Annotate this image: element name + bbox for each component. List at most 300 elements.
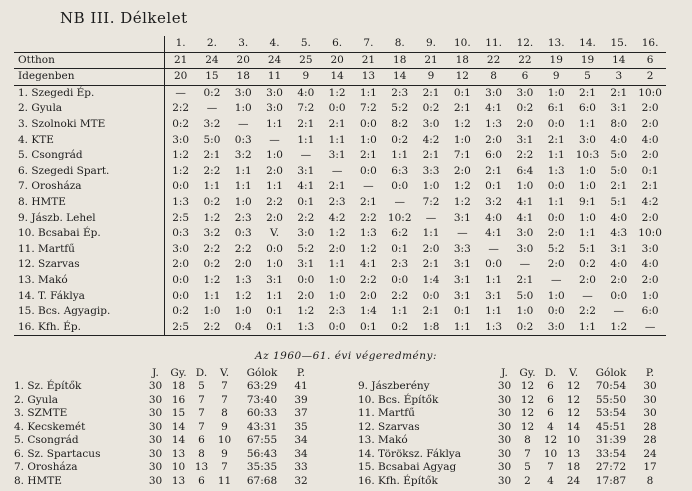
standings-team: 13. Makó [358,434,408,446]
standings-points: 32 [294,474,308,487]
match-result: 0:0 [321,320,352,336]
column-number: 8. [384,36,415,52]
match-result: 0:2 [422,102,440,115]
standings-draws: 6 [198,474,205,487]
team-name: 4. KTE [18,133,54,146]
match-result: 2:2 [203,164,221,177]
page-title: NB III. Délkelet [60,9,188,27]
standings-losses: 11 [217,474,232,487]
match-result: 1:1 [572,320,603,336]
match-result: 2:1 [547,133,565,146]
match-result: 5:0 [516,289,534,302]
standings-points: 34 [294,447,308,460]
match-result: 2:2 [203,242,221,255]
standings-wins: 5 [524,461,531,473]
match-result: 0:1 [453,86,471,99]
standings-played: 30 [497,420,512,433]
match-result: 2:2 [579,305,596,318]
match-result: 1:0 [359,133,377,146]
standings-wins: 8 [524,434,531,446]
match-result: 1:8 [415,320,446,336]
standings-played: 30 [148,380,163,392]
standings-draws: 7 [198,407,205,419]
standings-points: 37 [294,407,308,419]
match-result: — [582,289,593,302]
match-result: 1:1 [485,273,503,286]
home-label: Otthon [14,52,165,69]
matrix-row [14,195,666,211]
standings-team: 5. Csongrád [14,434,79,446]
standings-losses: 8 [221,407,228,419]
standings-team: 1. Sz. Építők [14,380,82,392]
away-points: 9 [290,69,321,86]
match-result: 3:0 [234,86,252,99]
matrix-row [14,273,666,289]
match-result: 6:1 [547,102,565,115]
final-standings-right [358,366,663,488]
match-result: 1:3 [290,320,321,336]
match-result: 0:2 [165,117,197,133]
standings-played: 30 [497,407,512,419]
match-result: 3:1 [297,258,315,271]
standings-goals: 45:51 [595,420,627,433]
standings-wins: 10 [171,461,186,473]
match-result: 1:1 [547,195,565,208]
matrix-row [14,164,666,180]
team-name: 3. Szolnoki MTE [18,117,106,130]
standings-draws: 6 [198,434,205,446]
match-result: 2:1 [422,258,440,271]
standings-header-gy: Gy. [170,367,187,379]
standings-points: 35 [294,420,308,433]
standings-header-row [14,366,314,380]
match-result: 2:0 [266,164,283,177]
match-result: 5:1 [579,242,596,255]
matrix-row [14,320,666,336]
standings-header-v: V. [219,367,230,379]
match-result: 0:2 [203,86,221,99]
away-points: 8 [478,69,509,86]
standings-wins: 12 [520,380,535,392]
match-result: 0:2 [391,133,409,146]
match-result: 1:2 [165,164,197,180]
match-result: 1:0 [579,211,596,224]
standings-row [14,380,314,394]
match-result: 7:2 [359,102,377,115]
match-result: 2:2 [359,211,377,224]
standings-row [14,461,314,475]
match-result: 2:0 [165,257,197,273]
match-result: — [550,273,562,286]
match-result: 0:2 [203,258,221,271]
standings-header-goals: Gólok [595,367,627,379]
match-result: 7:2 [422,195,440,208]
match-result: 1:2 [203,273,221,286]
match-result: 1:2 [203,211,221,224]
match-result: 3:3 [422,164,440,177]
matrix-row [14,211,666,227]
standings-goals: 67:68 [246,474,278,487]
match-result: 1:0 [579,164,596,177]
standings-header-d: D. [195,367,208,379]
standings-goals: 63:29 [246,380,278,392]
home-points: 24 [259,52,290,69]
match-result: 5:2 [391,102,409,115]
match-result: 3:0 [516,227,534,240]
match-result: 0:0 [297,273,315,286]
home-points: 21 [415,52,446,69]
match-result: 1:0 [641,289,659,302]
match-result: 2:3 [391,86,409,99]
match-result: 1:0 [234,305,252,318]
home-points: 25 [290,52,321,69]
match-result: 1:2 [453,180,471,193]
match-result: 0:0 [165,179,197,195]
match-result: 1:3 [359,227,377,240]
column-number: 7. [353,36,384,52]
standings-goals: 55:50 [595,393,627,406]
match-result: 1:1 [547,149,565,162]
match-result: 3:1 [453,289,471,302]
match-result: 9:1 [579,195,596,208]
match-result: 1:0 [203,305,221,318]
standings-wins: 7 [524,447,531,460]
match-result: 2:1 [610,86,628,99]
standings-points: 28 [643,434,657,446]
match-result: 1:2 [328,86,346,99]
team-name: 7. Orosháza [18,180,82,193]
standings-points: 17 [643,461,657,473]
match-result: 1:1 [234,164,252,177]
standings-wins: 12 [520,393,535,406]
match-result: 0:3 [234,227,252,240]
match-result: 1:1 [579,227,596,240]
home-points: 22 [478,52,509,69]
match-result: — [331,164,343,177]
team-name: 16. Kfh. Ép. [14,320,165,336]
standings-row [358,461,663,475]
standings-points: 30 [643,393,657,406]
match-result: 1:2 [453,117,471,130]
standings-team: 12. Szarvas [358,420,420,433]
standings-points: 39 [294,393,308,406]
matrix-row [14,148,666,164]
standings-points: 8 [646,474,654,487]
standings-played: 30 [497,393,512,406]
match-result: 2:0 [422,242,440,255]
standings-draws: 12 [543,434,558,446]
match-result: 2:1 [359,195,377,208]
match-result: 1:0 [266,258,283,271]
team-name: 11. Martfű [18,242,75,255]
team-name: 14. T. Fáklya [18,289,85,302]
column-number: 1. [165,36,197,52]
standings-team: 6. Sz. Spartacus [14,447,101,460]
match-result: 2:3 [328,305,346,318]
standings-row [14,434,314,448]
match-result: 4:2 [422,133,440,146]
match-result: 1:1 [485,305,503,318]
standings-team: 14. Töröksz. Fáklya [358,447,462,460]
standings-losses: 13 [566,447,581,460]
match-result: 2:1 [579,86,596,99]
match-result: 4:0 [641,133,659,146]
team-name: 12. Szarvas [18,258,80,271]
match-result: 3:1 [328,149,346,162]
standings-team: 3. SZMTE [14,407,68,419]
match-result: 3:2 [485,195,503,208]
match-result: 4:0 [610,211,628,224]
match-result: 2:3 [234,211,252,224]
match-result: 2:2 [266,195,283,208]
match-result: 1:0 [328,273,346,286]
match-result: 3:1 [610,102,628,115]
match-result: 0:1 [391,242,409,255]
away-label: Idegenben [14,69,165,86]
team-name: 13. Makó [18,273,68,286]
standings-goals: 53:54 [595,407,627,419]
standings-goals: 27:72 [595,461,627,473]
matrix-row [14,85,666,101]
match-result: 3:0 [641,242,659,255]
standings-header-j: J. [152,367,159,379]
match-result: 4:0 [610,258,628,271]
final-standings-heading: Az 1960—61. évi végeredmény: [255,350,437,362]
match-result: 1:4 [422,273,440,286]
match-result: 4:0 [485,211,503,224]
standings-goals: 56:43 [246,447,278,460]
match-result: 3:1 [266,273,283,286]
match-result: 3:0 [266,86,283,99]
match-result: — [206,102,218,115]
match-result: 0:0 [422,289,440,302]
match-result: — [613,305,625,318]
away-points: 18 [228,69,259,86]
standings-losses: 18 [566,461,581,473]
match-result: 6:0 [579,102,596,115]
standings-row [358,407,663,421]
match-result: 2:5 [165,211,197,227]
match-result: 0:1 [266,305,283,318]
home-points: 20 [321,52,352,69]
match-result: 2:0 [641,211,659,224]
column-number: 16. [634,36,665,52]
standings-row [358,394,663,408]
match-result: 1:3 [485,117,503,130]
team-name: 8. HMTE [18,195,66,208]
column-number: 9. [415,36,446,52]
team-name: 1. Szegedi Ép. [18,86,95,99]
match-result: 3:0 [485,86,503,99]
standings-wins: 2 [524,474,531,487]
standings-played: 30 [497,474,512,487]
away-points: 14 [384,69,415,86]
match-result: 0:3 [234,133,252,146]
standings-draws: 8 [198,447,205,460]
match-result: 0:1 [353,320,384,336]
standings-row [358,475,663,489]
match-result: 0:0 [165,273,197,289]
match-result: 2:2 [196,320,227,336]
match-result: — [425,211,437,224]
match-result: 3:0 [297,227,315,240]
match-result: 6:0 [485,149,503,162]
standings-points: 30 [643,407,657,419]
standings-points: 28 [643,420,657,433]
match-result: 4:0 [297,86,315,99]
match-result: 8:2 [391,117,409,130]
match-result: 2:1 [641,180,659,193]
standings-draws: 13 [194,461,209,473]
match-result: 3:2 [234,149,252,162]
match-result: 5:2 [547,242,565,255]
match-result: 5:0 [610,164,628,177]
match-result: 3:1 [485,289,503,302]
column-number: 10. [447,36,478,52]
match-result: 1:0 [453,133,471,146]
match-result: 1:1 [447,320,478,336]
match-result: 2:1 [203,149,221,162]
standings-played: 30 [148,474,163,487]
match-result: 0:0 [547,117,565,130]
match-result: 0:1 [297,195,315,208]
match-result: 2:1 [328,180,346,193]
match-result: 0:2 [509,320,540,336]
standings-draws: 7 [198,393,205,406]
match-result: 0:2 [203,195,221,208]
match-result: 2:5 [165,320,197,336]
column-number-row [14,36,666,52]
match-result: 0:2 [165,304,197,320]
match-result: 1:2 [328,227,346,240]
column-number: 14. [572,36,603,52]
match-result: 3:0 [165,242,197,258]
standings-wins: 16 [171,393,186,406]
column-number: 12. [509,36,540,52]
standings-row [14,448,314,462]
match-result: 2:0 [641,102,659,115]
standings-wins: 12 [520,407,535,419]
home-points: 19 [541,52,572,69]
match-result: 8:0 [610,117,628,130]
matrix-row [14,304,666,320]
match-result: 5:1 [610,195,628,208]
away-points: 20 [165,69,197,86]
match-result: 0:2 [516,102,534,115]
match-result: 2:1 [297,117,315,130]
match-result: 1:1 [297,133,315,146]
match-result: 1:2 [359,242,377,255]
match-result: 3:1 [297,164,315,177]
matrix-row [14,117,666,133]
match-result: 0:0 [485,258,503,271]
match-result: 3:1 [453,211,471,224]
column-number: 5. [290,36,321,52]
team-name: 2. Gyula [18,102,63,115]
match-result: 4:2 [641,195,659,208]
match-result: 3:0 [266,102,283,115]
standings-wins: 15 [171,407,186,419]
match-result: 0:2 [384,320,415,336]
match-result: 1:1 [203,180,221,193]
standings-goals: 17:87 [595,474,627,487]
match-result: 0:0 [328,102,346,115]
standings-goals: 33:54 [595,447,627,460]
away-points-row [14,69,666,86]
match-result: 1:1 [391,305,409,318]
match-result: 5:0 [610,149,628,162]
match-result: 2:0 [547,258,565,271]
match-result: 0:3 [165,226,197,242]
match-result: 0:0 [165,289,197,305]
match-result: 0:0 [391,273,409,286]
match-result: 2:1 [516,273,534,286]
standings-losses: 7 [221,393,228,406]
match-result: — [457,227,468,240]
match-result: 1:2 [603,320,634,336]
match-result: 0:0 [610,289,628,302]
standings-losses: 12 [566,393,581,406]
standings-wins: 18 [171,380,186,392]
column-number: 15. [603,36,634,52]
column-number: 6. [321,36,352,52]
standings-played: 30 [497,461,512,473]
standings-draws: 4 [547,474,554,487]
match-result: 3:3 [453,242,471,255]
match-result: 1:1 [579,117,596,130]
matrix-row [14,133,666,149]
away-points: 12 [447,69,478,86]
match-result: 2:0 [641,273,659,286]
match-result: 4:1 [516,211,534,224]
match-result: 2:0 [328,242,346,255]
away-points: 9 [541,69,572,86]
match-result: 1:1 [203,289,221,302]
standings-row [358,421,663,435]
match-result: 6:2 [391,227,409,240]
match-result: 1:0 [266,149,283,162]
standings-goals: 31:39 [595,434,627,446]
standings-losses: 7 [221,380,228,392]
match-result: 3:2 [203,227,221,240]
away-points: 6 [509,69,540,86]
standings-losses: 9 [221,420,228,433]
away-points: 3 [603,69,634,86]
match-result: 2:0 [641,149,659,162]
final-standings-left [14,366,314,488]
match-result: 0:0 [547,305,565,318]
standings-header-p: P. [645,367,655,379]
match-result: 3:0 [516,86,534,99]
corner-cell [14,36,165,52]
match-result: — [519,258,531,271]
standings-losses: 9 [221,447,228,460]
standings-wins: 14 [171,420,186,433]
match-result: 6:4 [516,164,534,177]
match-result: 2:1 [328,117,346,130]
match-result: 1:0 [516,180,534,193]
column-number: 4. [259,36,290,52]
match-result: 1:2 [234,289,252,302]
match-result: 1:2 [165,148,197,164]
match-result: 4:1 [359,258,377,271]
match-result: 1:1 [328,258,346,271]
standings-draws: 6 [547,380,554,392]
match-result: 0:1 [259,320,290,336]
match-result: 3:1 [610,242,628,255]
match-result: 0:0 [266,242,283,255]
standings-team: 2. Gyula [14,393,59,406]
